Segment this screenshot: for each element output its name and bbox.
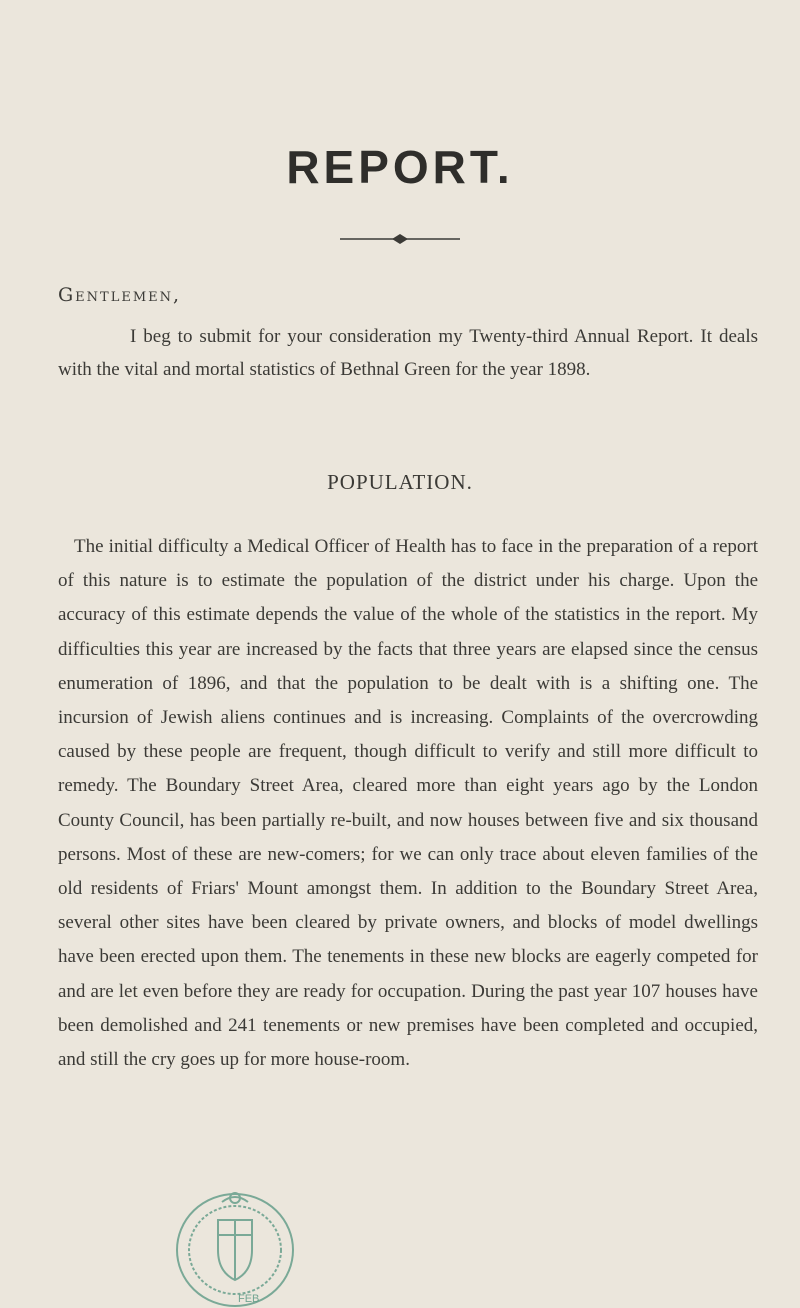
intro-paragraph: I beg to submit for your consideration my Twenty-third Annual Report. It deals with the vital and mortal statistics of Bethnal Green for the year 1898. — [58, 326, 758, 380]
population-paragraph: The initial difficulty a Medical Officer of Health has to face in the preparation of a report of this nature is to estimate the population of the district under his charge. Upon the accuracy of this estimate depends the value of the whole of the statistics in the report. My difficulties this year are increased by the facts that three years are elapsed since the census enumeration of 1896, and that the population to be dealt with is a shifting one. The incursion of Jewish aliens continues and is increasing. Complaints of the overcrowding caused by these people are frequent, though difficult to verify and still more difficult to remedy. The Boundary Street Area, cleared more than eight years ago by the London County Council, has been partially re-built, and now houses between five and six thousand persons. Most of these are new-comers; for we can only trace about eleven families of the old residents of Friars' Mount amongst them. In addition to the Boundary Street Area, several other sites have been cleared by private owners, and blocks of model dwellings have been erected upon them. The tenements in these new blocks are eagerly competed for and are let even before they are ready for occupation. During the past year 107 houses have been demolished and 241 tenements or new premises have been completed and occupied, and still the cry goes up for more house-room. — [58, 536, 758, 1071]
stamp-date-text: FEB — [238, 1293, 260, 1305]
section-heading: POPULATION. — [327, 470, 473, 494]
title-ornament-divider — [340, 232, 460, 246]
report-title: REPORT. — [286, 141, 514, 193]
salutation: Gentlemen, — [58, 284, 182, 306]
library-stamp — [170, 1180, 300, 1308]
